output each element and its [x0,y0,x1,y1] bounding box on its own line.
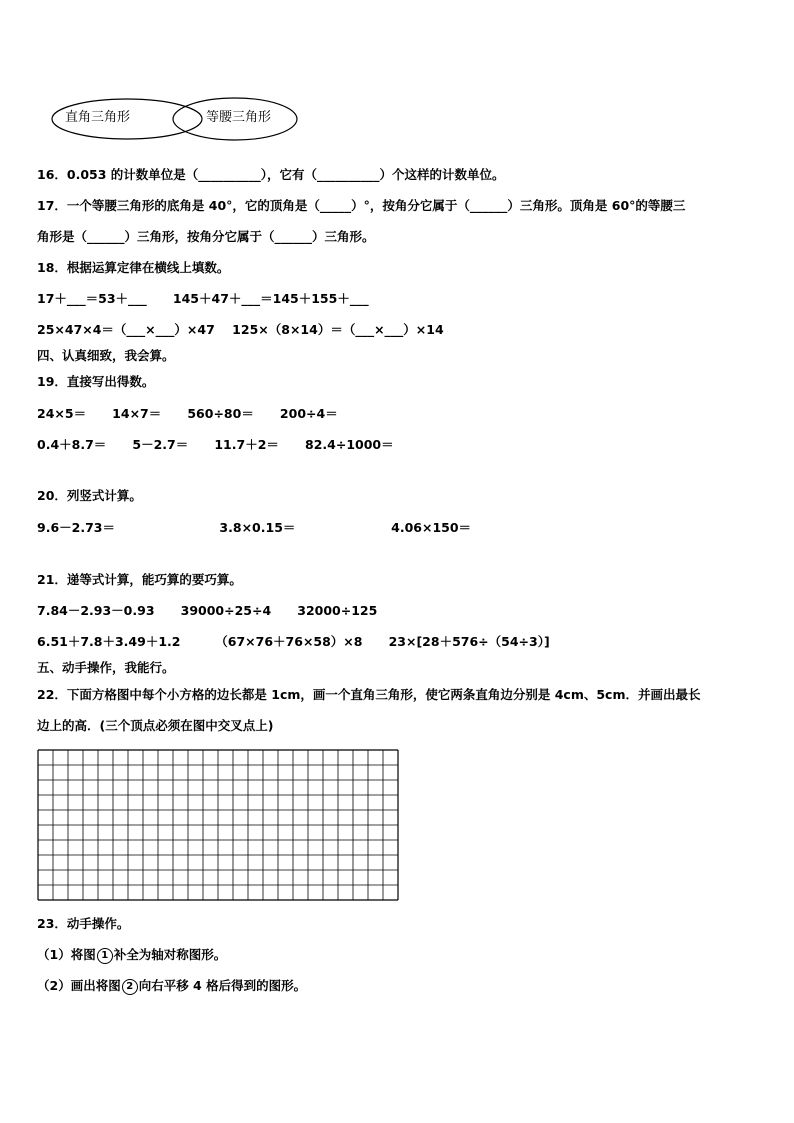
q23-part-2-suffix: 向右平移 4 格后得到的图形。 [138,978,307,993]
circled-number-1: 1 [97,948,113,964]
q23-part-1-prefix: （1）将图 [37,947,96,962]
question-17-line-2: 角形是（______）三角形，按角分它属于（______）三角形。 [37,229,375,244]
question-19-row-2: 0.4＋8.7＝ 5－2.7＝ 11.7＋2＝ 82.4÷1000＝ [37,437,394,452]
section-5-heading: 五、动手操作，我能行。 [37,660,175,675]
question-18-row-1: 17＋___＝53＋___ 145＋47＋___＝145＋155＋___ [37,291,369,306]
venn-right-label: 等腰三角形 [206,110,272,125]
section-4-heading: 四、认真细致，我会算。 [37,348,175,363]
question-21-row-1: 7.84－2.93－0.93 39000÷25÷4 32000÷125 [37,603,378,618]
question-18-row-2: 25×47×4＝（___×___）×47 125×（8×14）＝（___×___）×14 [37,322,444,337]
question-21-row-2: 6.51＋7.8＋3.49＋1.2 （67×76＋76×58）×8 23×[28＋576÷（54÷3）] [37,634,550,649]
question-23-part-2 [37,978,306,995]
question-19: 19．直接写出得数。 [37,374,155,389]
question-22-line-1: 22．下面方格图中每个小方格的边长都是 1cm，画一个直角三角形，使它两条直角边分别是 4cm、5cm．并画出最长 [37,687,701,702]
grid-lines [37,749,399,901]
venn-left-label: 直角三角形 [65,110,131,125]
question-18: 18．根据运算定律在横线上填数。 [37,260,230,275]
question-22-line-2: 边上的高．(三个顶点必须在图中交叉点上) [37,718,274,733]
venn-diagram [50,96,300,142]
q23-part-2-prefix: （2）画出将图 [37,978,121,993]
q23-part-1-suffix: 补全为轴对称图形。 [113,947,227,962]
square-grid[interactable] [37,749,399,905]
question-23-part-1 [37,947,226,964]
question-23: 23．动手操作。 [37,916,130,931]
question-19-row-1: 24×5＝ 14×7＝ 560÷80＝ 200÷4＝ [37,406,338,421]
question-20-row: 9.6－2.73＝ 3.8×0.15＝ 4.06×150＝ [37,520,472,535]
question-16: 16．0.053 的计数单位是（__________），它有（__________）个这样的计数单位。 [37,167,505,182]
circled-number-2: 2 [122,979,138,995]
question-21: 21．递等式计算，能巧算的要巧算。 [37,572,242,587]
question-20: 20．列竖式计算。 [37,488,142,503]
question-17-line-1: 17．一个等腰三角形的底角是 40°，它的顶角是（_____）°，按角分它属于（______）三角形。顶角是 60°的等腰三 [37,198,686,213]
